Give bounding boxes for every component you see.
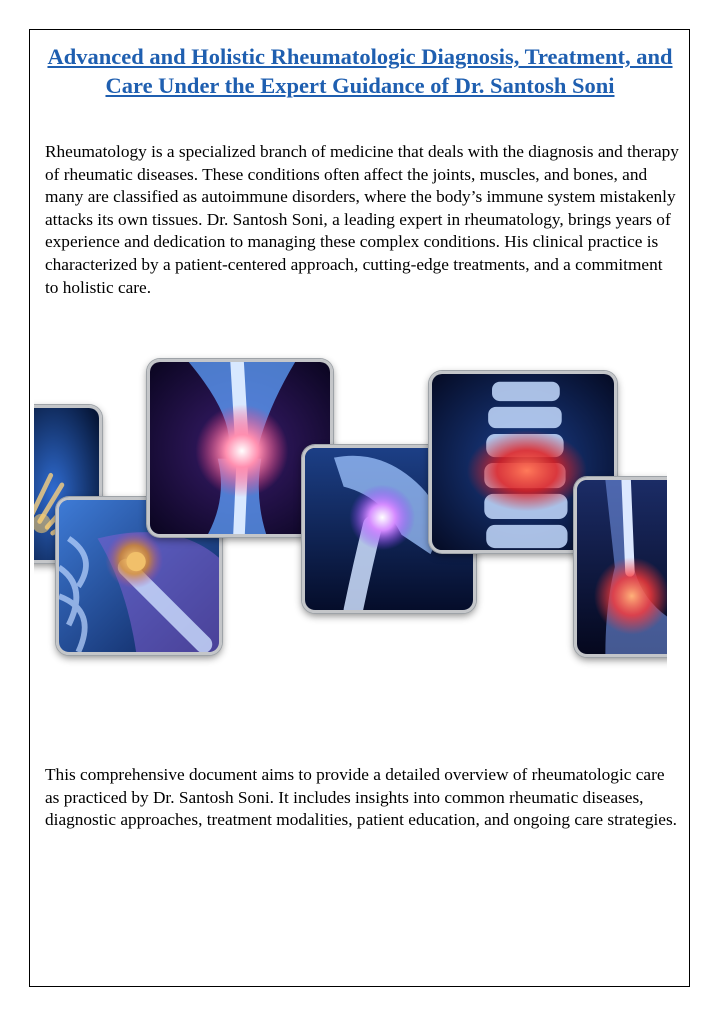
intro-paragraph: Rheumatology is a specialized branch of medicine that deals with the diagnosis and therapy of rheumatic diseases. These conditions often affect the joints, muscles, and bones, and many are classified as autoimmune disorders, where the body’s immune system mistakenly attacks its own tissues. Dr. Santosh Soni, a leading expert in rheumatology, brings years of experience and dedication to managing these complex conditions. His clinical practice is characterized by a patient-centered approach, cutting-edge treatments, and a commitment to holistic care. xyxy=(45,142,679,297)
foot-ankle-image xyxy=(574,477,667,657)
closing-paragraph: This comprehensive document aims to provide a detailed overview of rheumatologic care as practiced by Dr. Santosh Soni. It includes insights into common rheumatic diseases, diagnostic approaches, treatment modalities, patient education, and ongoing care strategies. xyxy=(45,765,677,830)
document-title[interactable]: Advanced and Holistic Rheumatologic Diagnosis, Treatment, and Care Under the Expert Guidance of Dr. Santosh Soni xyxy=(47,44,673,98)
joint-pain-collage xyxy=(34,345,667,675)
